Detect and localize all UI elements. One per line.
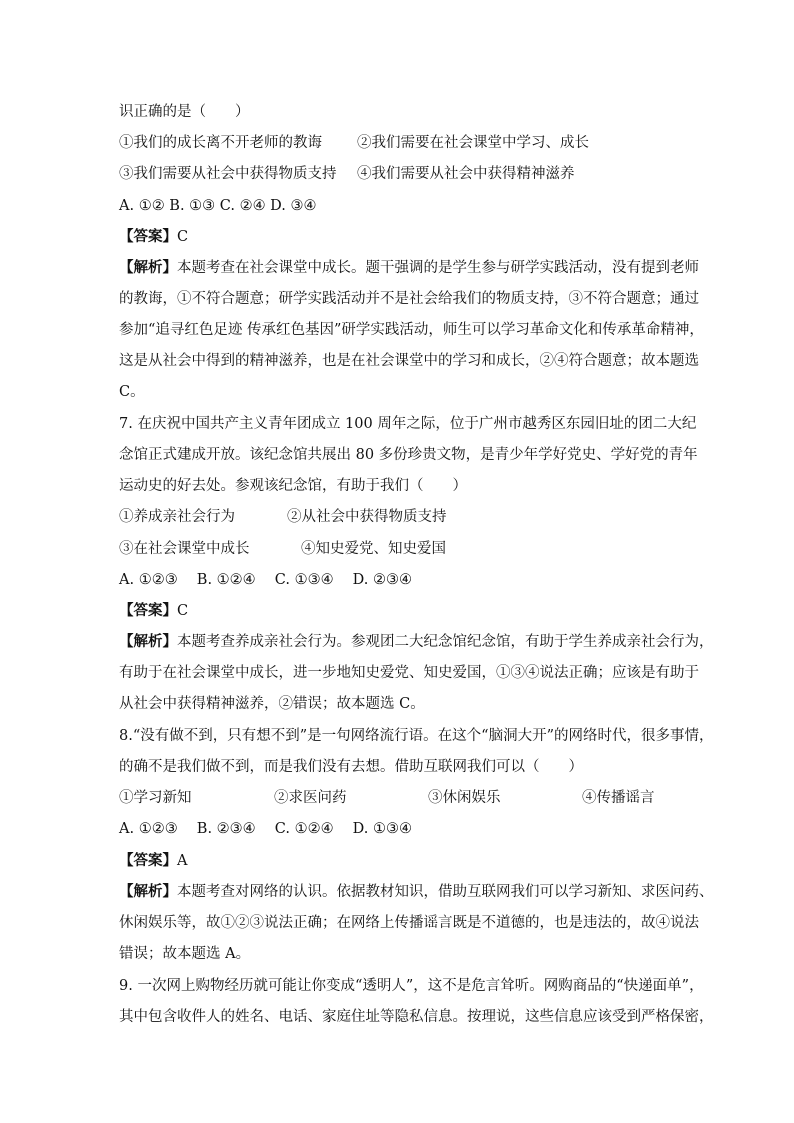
q6-stem-tail: 识正确的是（ ） xyxy=(119,104,250,120)
q9-stem-line-2: 其中包含收件人的姓名、电话、家庭住址等隐私信息。按理说，这些信息应该受到严格保密， xyxy=(119,1009,714,1025)
q8-option-4: ④传播谣言 xyxy=(582,790,655,806)
q8-analysis-line-1 xyxy=(119,882,714,902)
q7-answer xyxy=(119,601,188,621)
analysis-label: 【解析】 xyxy=(119,633,177,650)
q6-analysis-line-4: 这是从社会中得到的精神滋养，也是在社会课堂中的学习和成长，②④符合题意；故本题选 xyxy=(119,353,699,369)
answer-label: 【答案】 xyxy=(119,852,177,869)
q7-stem-line-2: 念馆正式建成开放。该纪念馆共展出 80 多份珍贵文物，是青少年学好党史、学好党的青年 xyxy=(119,447,698,463)
q7-analysis-line-3: 从社会中获得精神滋养，②错误；故本题选 C。 xyxy=(119,696,425,712)
q7-option-1: ①养成亲社会行为 xyxy=(119,509,235,525)
answer-value: A xyxy=(177,853,188,869)
q8-analysis-line-3: 错误；故本题选 A。 xyxy=(119,946,251,962)
q6-answer xyxy=(119,227,188,247)
q6-option-2: ②我们需要在社会课堂中学习、成长 xyxy=(357,135,589,151)
q7-option-4: ④知史爱党、知史爱国 xyxy=(301,541,446,557)
analysis-label: 【解析】 xyxy=(119,259,177,276)
analysis-text: 本题考查在社会课堂中成长。题干强调的是学生参与研学实践活动，没有提到老师 xyxy=(177,260,699,276)
q7-stem-line-1: 7. 在庆祝中国共产主义青年团成立 100 周年之际，位于广州市越秀区东园旧址的团二大纪 xyxy=(119,416,697,432)
q8-stem-line-1: 8.“没有做不到，只有想不到”是一句网络流行语。在这个“脑洞大开”的网络时代，很多事情， xyxy=(119,728,714,744)
q8-option-1: ①学习新知 xyxy=(119,790,192,806)
q6-option-4: ④我们需要从社会中获得精神滋养 xyxy=(357,166,575,182)
answer-value: C xyxy=(177,229,189,245)
answer-label: 【答案】 xyxy=(119,228,177,245)
analysis-text: 本题考查养成亲社会行为。参观团二大纪念馆纪念馆，有助于学生养成亲社会行为， xyxy=(177,634,714,650)
q6-analysis-line-1 xyxy=(119,258,699,278)
q6-choices: A. ①② B. ①③ C. ②④ D. ③④ xyxy=(119,198,317,214)
q7-option-3: ③在社会课堂中成长 xyxy=(119,541,250,557)
q7-analysis-line-2: 有助于在社会课堂中成长，进一步地知史爱党、知史爱国，①③④说法正确；应该是有助于 xyxy=(119,665,699,681)
q8-answer xyxy=(119,851,187,871)
q8-analysis-line-2: 休闲娱乐等，故①②③说法正确；在网络上传播谣言既是不道德的，也是违法的，故④说法 xyxy=(119,915,699,931)
q7-analysis-line-1 xyxy=(119,632,714,652)
q7-stem-line-3: 运动史的好去处。参观该纪念馆，有助于我们（ ） xyxy=(119,478,467,494)
q8-option-2: ②求医问药 xyxy=(274,790,347,806)
q8-stem-line-2: 的确不是我们做不到，而是我们没有去想。借助互联网我们可以（ ） xyxy=(119,759,583,775)
q6-option-3: ③我们需要从社会中获得物质支持 xyxy=(119,166,337,182)
q6-analysis-line-2: 的教诲，①不符合题意；研学实践活动并不是社会给我们的物质支持，③不符合题意；通过 xyxy=(119,291,699,307)
q6-analysis-line-5: C。 xyxy=(119,384,145,400)
q8-option-3: ③休闲娱乐 xyxy=(428,790,501,806)
q6-analysis-line-3: 参加“追寻红色足迹 传承红色基因”研学实践活动，师生可以学习革命文化和传承革命精神， xyxy=(119,322,704,338)
answer-value: C xyxy=(177,603,189,619)
q6-option-1: ①我们的成长离不开老师的教诲 xyxy=(119,135,322,151)
answer-label: 【答案】 xyxy=(119,602,177,619)
analysis-label: 【解析】 xyxy=(119,883,177,900)
q7-option-2: ②从社会中获得物质支持 xyxy=(287,509,447,525)
q9-stem-line-1: 9. 一次网上购物经历就可能让你变成“透明人”，这不是危言耸听。网购商品的“快递面单”， xyxy=(119,978,704,994)
q7-choices: A. ①②③ B. ①②④ C. ①③④ D. ②③④ xyxy=(119,572,413,588)
analysis-text: 本题考查对网络的认识。依据教材知识，借助互联网我们可以学习新知、求医问药、 xyxy=(177,884,714,900)
q8-choices: A. ①②③ B. ②③④ C. ①②④ D. ①③④ xyxy=(119,821,413,837)
